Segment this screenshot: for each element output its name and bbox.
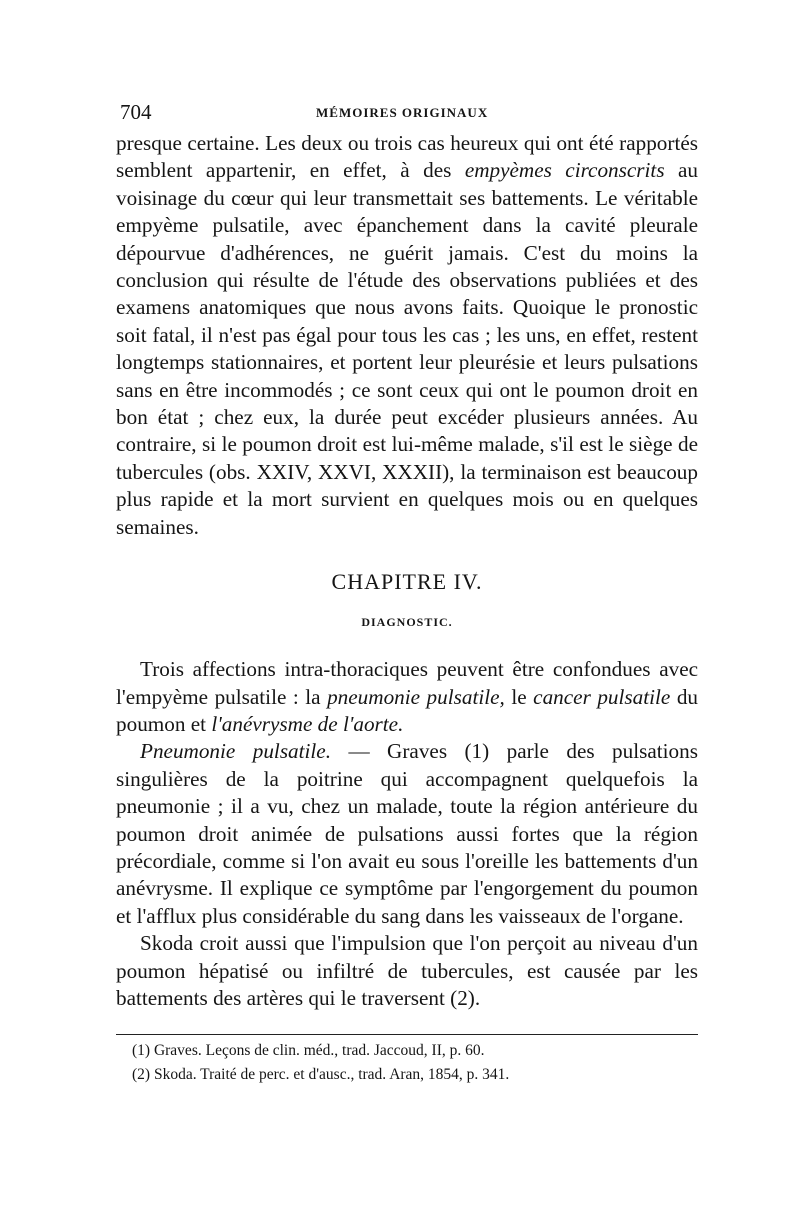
section-title: DIAGNOSTIC. xyxy=(361,615,453,630)
body-paragraph-1 xyxy=(116,130,698,541)
paragraph-2-italic-a: pneumonie pulsatile, xyxy=(327,684,505,709)
running-head xyxy=(116,100,698,130)
footnote-divider xyxy=(116,1034,698,1035)
paragraph-3-italic: Pneumonie pulsatile. xyxy=(140,739,332,764)
page-number: 704 xyxy=(120,100,152,124)
paragraph-2-italic-c: l'anévrysme de l'aorte. xyxy=(211,711,404,736)
paragraph-2-text-c: du poumon et xyxy=(116,684,699,736)
paragraph-1-text-b: au voisinage du cœur qui leur transmettait ses battements. Le véritable empyème pulsatile, avec épanchement dans la cavité pleurale dépourvue d'adhérences, ne guérit jamais. C'est du moins la conclusion qui résulte de l'étude des observations publiées et des examens anatomiques que nous avons faits. Quoique le pronostic soit fatal, il n'est pas égal pour tous les cas ; les uns, en effet, restent longtemps stationnaires, et portent leur pleurésie et leurs pulsations sans en être incommodés ; ce sont ceux qui ont le poumon droit en bon état ; chez eux, la durée peut excéder plusieurs années. Au contraire, si le poumon droit est lui-même malade, s'il est le siège de tubercules (obs. XXIV, XXVI, XXXII), la terminaison est beaucoup plus rapide et la mort survient en quelques mois ou en quelques semaines. xyxy=(116,158,698,539)
running-title: MÉMOIRES ORIGINAUX xyxy=(316,105,489,120)
footnote-1: (1) Graves. Leçons de clin. méd., trad. Jaccoud, II, p. 60. xyxy=(132,1042,485,1060)
chapter-title: CHAPITRE IV. xyxy=(331,569,483,595)
paragraph-2-text-a: Trois affections intra-thoraciques peuvent être confondues avec l'empyème pulsatile : la xyxy=(116,657,698,709)
footnote-2: (2) Skoda. Traité de perc. et d'ausc., trad. Aran, 1854, p. 341. xyxy=(132,1066,510,1084)
body-paragraph-2 xyxy=(116,656,698,738)
paragraph-2-text-b: le xyxy=(504,684,534,709)
body-paragraph-3 xyxy=(116,738,698,930)
paragraph-1-italic: empyèmes circonscrits xyxy=(464,158,665,183)
paragraph-2-italic-b: cancer pulsatile xyxy=(533,684,671,709)
body-paragraph-4: Skoda croit aussi que l'impulsion que l'on perçoit au niveau d'un poumon hépatisé ou infiltré de tubercules, est causée par les battements des artères qui le traversent (2). xyxy=(116,931,698,1010)
footnotes xyxy=(116,1039,698,1087)
paragraph-3-text: — Graves (1) parle des pulsations singulières de la poitrine qui accompagnent quelquefois la pneumonie ; il a vu, chez un malade, toute la région antérieure du poumon droit animée de pulsations aussi fortes que la région précordiale, comme si l'on avait eu sous l'oreille les battements d'un anévrysme. Il explique ce symptôme par l'engorgement du poumon et l'afflux plus considérable du sang dans les vaisseaux de l'organe. xyxy=(116,739,698,928)
book-page xyxy=(116,100,698,1087)
paragraph-1-text-a: presque certaine. Les deux ou trois cas heureux qui ont été rapportés semblent appartenir, en effet, à des xyxy=(116,131,698,183)
